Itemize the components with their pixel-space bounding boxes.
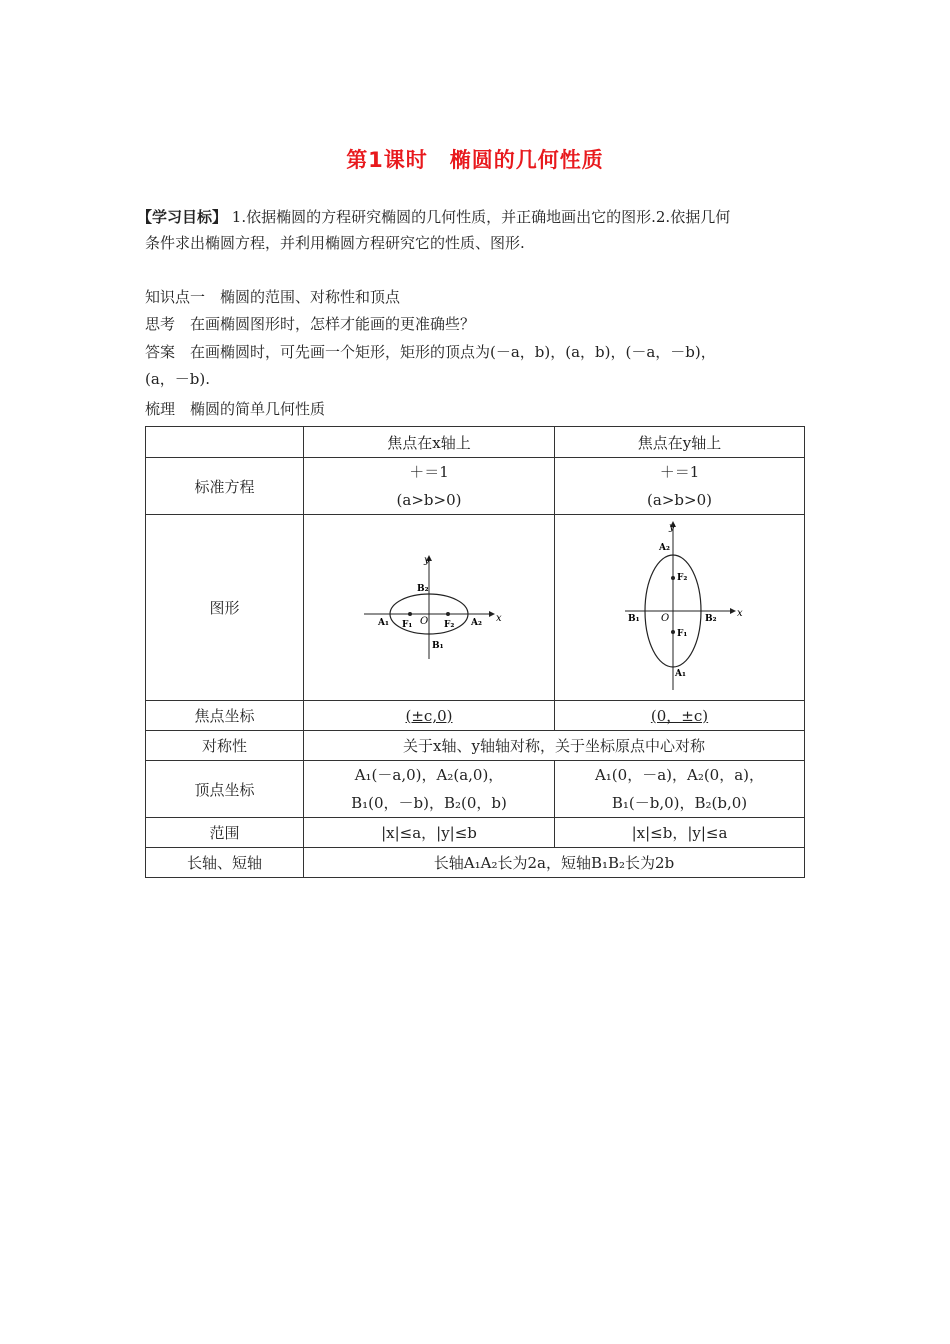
focus-label: 焦点坐标: [146, 701, 304, 731]
b1-label: B₁: [432, 640, 444, 651]
page-title: 第1课时 椭圆的几何性质: [346, 148, 604, 172]
vertex-x-line-2: B₁(0，－b)，B₂(0，b): [351, 794, 507, 812]
x-axis-label-2: x: [736, 608, 743, 619]
f1-label: F₁: [402, 619, 413, 630]
focus-x: (±c,0): [304, 701, 555, 731]
x-axis-label: x: [496, 612, 502, 624]
range-x: |x|≤a，|y|≤b: [304, 818, 555, 848]
answer-line-2: (a，－b).: [145, 370, 211, 388]
header-empty: [146, 427, 304, 458]
symmetry-value: 关于x轴、y轴轴对称，关于坐标原点中心对称: [304, 731, 805, 761]
answer-line-1: 答案 在画椭圆时，可先画一个矩形，矩形的顶点为(－a，b)，(a，b)，(－a，－b)，: [145, 343, 716, 361]
knowledge-heading: 知识点一 椭圆的范围、对称性和顶点: [145, 288, 401, 306]
equation-y: ＋＝1: [659, 463, 700, 481]
vertex-label: 顶点坐标: [146, 761, 304, 818]
vertex-y-line-2: B₁(－b,0)，B₂(b,0): [611, 794, 748, 812]
equation-label: 标准方程: [146, 458, 304, 515]
vertex-y-cell: [555, 761, 805, 818]
figure-y-cell: [555, 515, 805, 701]
symmetry-label: 对称性: [146, 731, 304, 761]
table-row-symmetry: [146, 731, 805, 761]
b1-label-2: B₁: [627, 614, 640, 624]
equation-y-cell: [555, 458, 805, 515]
ellipse-y-figure: [615, 518, 745, 693]
table-row-axes: [146, 848, 805, 878]
b2-label: B₂: [417, 583, 429, 594]
a1-label: A₁: [378, 617, 389, 628]
table-row-focus: [146, 701, 805, 731]
origin-label-2: O: [660, 613, 669, 624]
origin-label: O: [420, 615, 429, 627]
table-header-row: [146, 427, 805, 458]
vertex-x-cell: [304, 761, 555, 818]
ellipse-x-figure: [354, 551, 504, 661]
equation-y-condition: (a>b>0): [647, 491, 712, 509]
learning-goals: [137, 204, 810, 256]
summary-heading: 梳理 椭圆的简单几何性质: [145, 400, 326, 418]
figure-x-cell: [304, 515, 555, 701]
goals-label: 【学习目标】: [137, 208, 228, 226]
table-row-equation: [146, 458, 805, 515]
figure-label: 图形: [146, 515, 304, 701]
range-label: 范围: [146, 818, 304, 848]
f2-label: F₂: [444, 619, 455, 630]
axes-label: 长轴、短轴: [146, 848, 304, 878]
table-row-range: [146, 818, 805, 848]
ellipse-properties-table: [145, 426, 805, 878]
header-x-axis: 焦点在x轴上: [304, 427, 555, 458]
goals-line-1: 1.依据椭圆的方程研究椭圆的几何性质，并正确地画出它的图形.2.依据几何: [231, 208, 731, 226]
table-row-vertex: [146, 761, 805, 818]
equation-x-condition: (a>b>0): [396, 491, 462, 509]
b2-label-2: B₂: [704, 614, 717, 624]
a2-label: A₂: [471, 617, 482, 628]
f1-label-2: F₁: [676, 629, 687, 639]
equation-x: ＋＝1: [409, 463, 449, 481]
table-row-figure: [146, 515, 805, 701]
vertex-y-line-1: A₁(0，－a)，A₂(0，a)，: [594, 766, 765, 784]
a2-label-2: A₂: [658, 543, 670, 553]
y-axis-label-2: y: [668, 522, 675, 533]
equation-x-cell: [304, 458, 555, 515]
think-question: 思考 在画椭圆图形时，怎样才能画的更准确些？: [145, 315, 476, 333]
a1-label-2: A₁: [674, 669, 686, 679]
vertex-x-line-1: A₁(－a,0)，A₂(a,0)，: [354, 766, 504, 784]
y-axis-label: y: [424, 554, 430, 566]
goals-line-2: 条件求出椭圆方程，并利用椭圆方程研究它的性质、图形.: [145, 234, 525, 252]
header-y-axis: 焦点在y轴上: [555, 427, 805, 458]
focus-y: (0，±c): [555, 701, 805, 731]
range-y: |x|≤b，|y|≤a: [555, 818, 805, 848]
axes-value: 长轴A₁A₂长为2a，短轴B₁B₂长为2b: [304, 848, 805, 878]
f2-label-2: F₂: [676, 573, 687, 583]
